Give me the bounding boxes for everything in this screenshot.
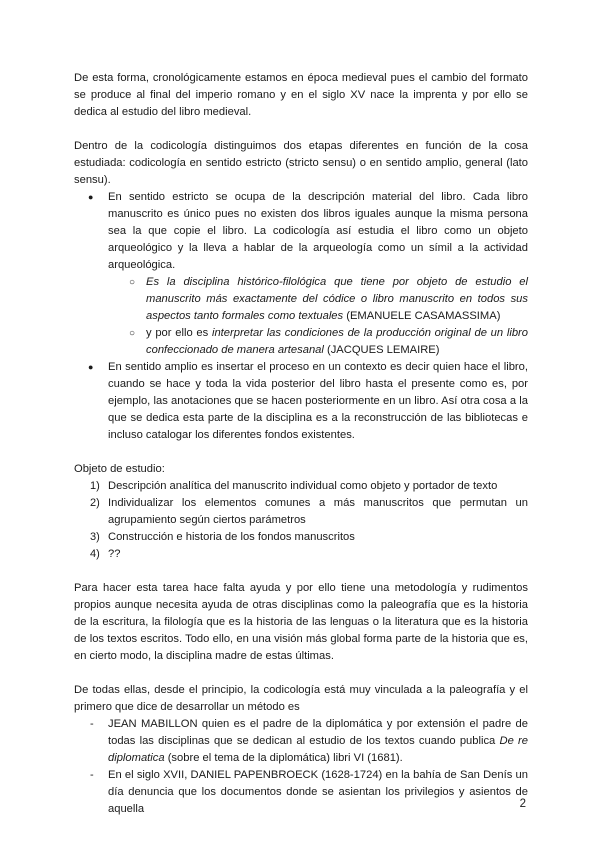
sub-list-item xyxy=(74,274,528,325)
dash-marker: - xyxy=(90,769,94,781)
bullet-disc-icon: ● xyxy=(88,192,94,202)
dash-marker: - xyxy=(90,718,94,730)
mabillon-text: JEAN MABILLON quien es el padre de la diplomática y por extensión el padre de todas las disciplinas que se dedican al estudio de los textos cuando publica De re diplomatica (sobre el tema de la diplomática) libri VI (1681). xyxy=(108,718,528,764)
metodologia-paragraph: Para hacer esta tarea hace falta ayuda y por ello tiene una metodología y rudimentos propios aunque necesita ayuda de otras disciplinas como la paleografía que es la historia de la escritura, la filología que es la historia de las lenguas o la literatura que es la historia de los textos escritos. Todo ello, en una visión más global forma parte de la historia que es, en cierto modo, la disciplina madre de estas últimas. xyxy=(74,582,528,662)
dash-list-item xyxy=(74,767,528,818)
broad-sense-text: En sentido amplio es insertar el proceso en un contexto es decir quien hace el libro, cuando se hace y toda la vida posterior del libro hasta el presente como es, por ejemplo, las anotaciones que se hacen posteriormente en un libro. Así otra cosa a la que se dedica esta parte de la disciplina es a la reconstrucción de las bibliotecas e incluso catalogar los diferentes fondos existentes. xyxy=(108,361,528,441)
numbered-item xyxy=(74,546,528,563)
item-number: 4) xyxy=(90,548,100,560)
papenbroeck-text: En el siglo XVII, DANIEL PAPENBROECK (1628-1724) en la bahía de San Denís un día denuncia que los documentos donde se asientan los privilegios y asientos de aquella xyxy=(108,769,528,815)
item-text: Descripción analítica del manuscrito individual como objeto y portador de texto xyxy=(108,480,498,492)
objeto-title: Objeto de estudio: xyxy=(74,463,165,475)
definition-lemaire: y por ello es interpretar las condiciones de la producción original de un libro confeccionado de manera artesanal (JACQUES LEMAIRE) xyxy=(146,327,528,356)
item-number: 2) xyxy=(90,497,100,509)
numbered-item xyxy=(74,529,528,546)
document-body xyxy=(74,70,528,818)
item-number: 3) xyxy=(90,531,100,543)
list-item-broad xyxy=(74,359,528,444)
item-text: Individualizar los elementos comunes a más manuscritos que permutan un agrupamiento según ciertos parámetros xyxy=(108,497,528,526)
sub-list-item xyxy=(74,325,528,359)
codicologia-intro: Dentro de la codicología distinguimos dos etapas diferentes en función de la cosa estudiada: codicología en sentido estricto (stricto sensu) o en sentido amplio, general (lato sensu). xyxy=(74,140,528,186)
bullet-circle-icon: ○ xyxy=(129,328,136,339)
page-number: 2 xyxy=(519,798,526,810)
numbered-item xyxy=(74,478,528,495)
item-text: ?? xyxy=(108,548,121,560)
bullet-disc-icon: ● xyxy=(88,362,94,372)
numbered-item xyxy=(74,495,528,529)
intro-paragraph: De esta forma, cronológicamente estamos en época medieval pues el cambio del formato se produce al final del imperio romano y en el siglo XV nace la imprenta y por ello se dedica al estudio del libro medieval. xyxy=(74,72,528,118)
bullet-circle-icon: ○ xyxy=(129,277,136,288)
definition-casamassima: Es la disciplina histórico-filológica que tiene por objeto de estudio el manuscrito más exactamente del códice o libro manuscrito en todos sus aspectos tanto formales como textuales (EMANUELE CASAMASSIMA) xyxy=(146,276,528,322)
paleografia-intro: De todas ellas, desde el principio, la codicología está muy vinculada a la paleografía y el primero que dice de desarrollar un método es xyxy=(74,684,528,713)
item-text: Construcción e historia de los fondos manuscritos xyxy=(108,531,355,543)
dash-list-item xyxy=(74,716,528,767)
item-number: 1) xyxy=(90,480,100,492)
strict-sense-text: En sentido estricto se ocupa de la descripción material del libro. Cada libro manuscrito es único pues no existen dos libros iguales aunque la misma persona sea la que copie el libro. La codicología así estudia el libro como un objeto arqueológico y la lleva a hablar de la arqueología como un símil a la actividad arqueológica. xyxy=(108,191,528,271)
list-item-strict xyxy=(74,189,528,274)
